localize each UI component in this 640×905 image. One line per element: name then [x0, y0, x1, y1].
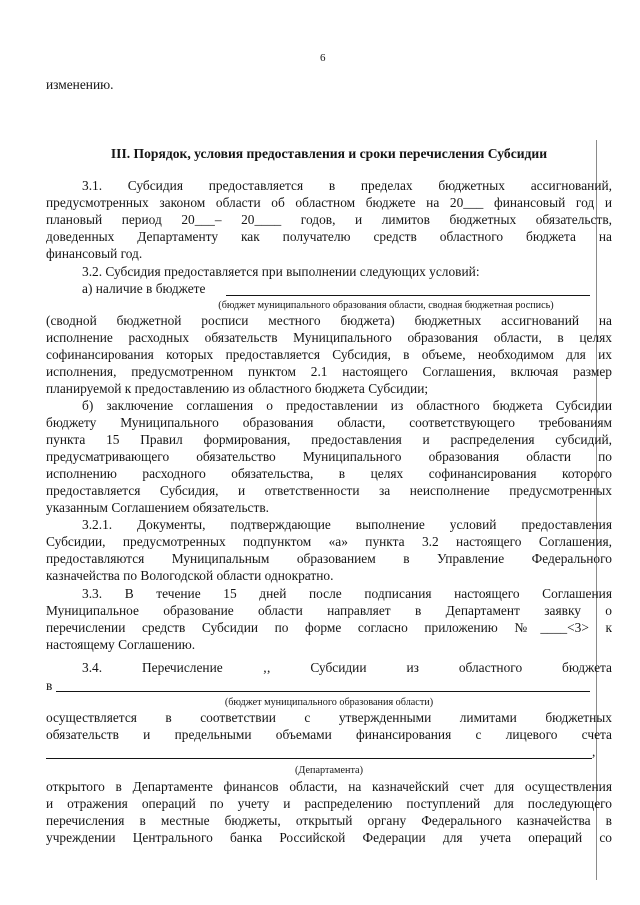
paragraph-line: (сводной бюджетной росписи местного бюджета) бюджетных ассигнований на: [46, 313, 612, 328]
paragraph-line: финансовый год.: [46, 246, 143, 261]
paragraph-line: предоставляется Субсидия, и ответственности за неисполнение предусмотренных: [46, 483, 612, 498]
paragraph-line: изменению.: [46, 77, 114, 92]
paragraph-line: ,: [592, 744, 596, 759]
paragraph-line: казначейства по Вологодской области однократно.: [46, 568, 334, 583]
paragraph-line: Муниципальное образование области направляет в Департамент заявку о: [46, 603, 612, 618]
field-caption: (бюджет муниципального образования области, сводная бюджетная роспись): [218, 300, 554, 311]
paragraph-line: учреждении Центрального банка Российской Федерации для учета операций со: [46, 830, 612, 845]
paragraph-line: б) заключение соглашения о предоставлении из областного бюджета Субсидии: [82, 398, 612, 413]
paragraph-line: обязательств и предельными объемами финансирования с лицевого счета: [46, 727, 612, 742]
paragraph-line: доведенных Департаменту как получателю средств областного бюджета на: [46, 229, 612, 244]
paragraph-line: 3.2. Субсидия предоставляется при выполнении следующих условий:: [82, 264, 480, 279]
paragraph-line: предусматривающего обязательство Муниципального образования области по: [46, 449, 612, 464]
section-heading: III. Порядок, условия предоставления и сроки перечисления Субсидии: [110, 146, 548, 161]
paragraph-line: плановый период 20___– 20____ годов, и лимитов бюджетных обязательств,: [46, 212, 612, 227]
paragraph-line: в: [46, 678, 53, 693]
paragraph-line: указанным Соглашением обязательств.: [46, 500, 270, 515]
page-number: 6: [320, 52, 326, 64]
paragraph-line: открытого в Департаменте финансов области, на казначейский счет для осуществления: [46, 779, 612, 794]
paragraph-line: Субсидии, предусмотренных подпунктом «а» пункта 3.2 настоящего Соглашения,: [46, 534, 612, 549]
paragraph-line: перечисления в местные бюджеты, открытый органу Федерального казначейства в: [46, 813, 612, 828]
paragraph-line: 3.3. В течение 15 дней после подписания настоящего Соглашения: [82, 586, 612, 601]
paragraph-line: софинансирования которых предоставляется Субсидия, в объеме, необходимом для их: [46, 347, 612, 362]
paragraph-line: исполнения, предусмотренном пунктом 2.1 настоящего Соглашения, включая размер: [46, 364, 612, 379]
field-caption: (Департамента): [295, 765, 363, 776]
paragraph-line: перечислении средств Субсидии по форме согласно приложению №____<3> к: [46, 620, 612, 635]
fill-in-line: [56, 691, 590, 692]
paragraph-line: предусмотренных законом области об областном бюджете на 20___ финансовый год и: [46, 195, 612, 210]
paragraph-line: исполнение расходных обязательств Муниципального образования области, в целях: [46, 330, 612, 345]
paragraph-line: 3.4. Перечисление ‚, Субсидии из областного бюджета: [82, 660, 612, 675]
paragraph-line: предоставляются Муниципальным образованием в Управление Федерального: [46, 551, 612, 566]
paragraph-line: и отражения операций по учету и распределению поступлений для последующего: [46, 796, 612, 811]
paragraph-line: исполнению расходного обязательства, в целях софинансирования которого: [46, 466, 612, 481]
paragraph-line: настоящему Соглашению.: [46, 637, 196, 652]
paragraph-line: 3.2.1. Документы, подтверждающие выполнение условий предоставления: [82, 517, 612, 532]
fill-in-line: [46, 758, 592, 759]
paragraph-line: осуществляется в соответствии с утвержденными лимитами бюджетных: [46, 710, 612, 725]
paragraph-line: 3.1. Субсидия предоставляется в пределах бюджетных ассигнований,: [82, 178, 612, 193]
fill-in-line: [226, 295, 590, 296]
paragraph-line: пункта 15 Правил формирования, предоставления и распределения субсидий,: [46, 432, 612, 447]
field-caption: (бюджет муниципального образования области): [224, 697, 434, 708]
paragraph-line: планируемой к предоставлению из областного бюджета Субсидии;: [46, 381, 429, 396]
paragraph-line: а) наличие в бюджете: [82, 281, 206, 296]
paragraph-line: бюджету Муниципального образования области, соответствующего требованиям: [46, 415, 612, 430]
